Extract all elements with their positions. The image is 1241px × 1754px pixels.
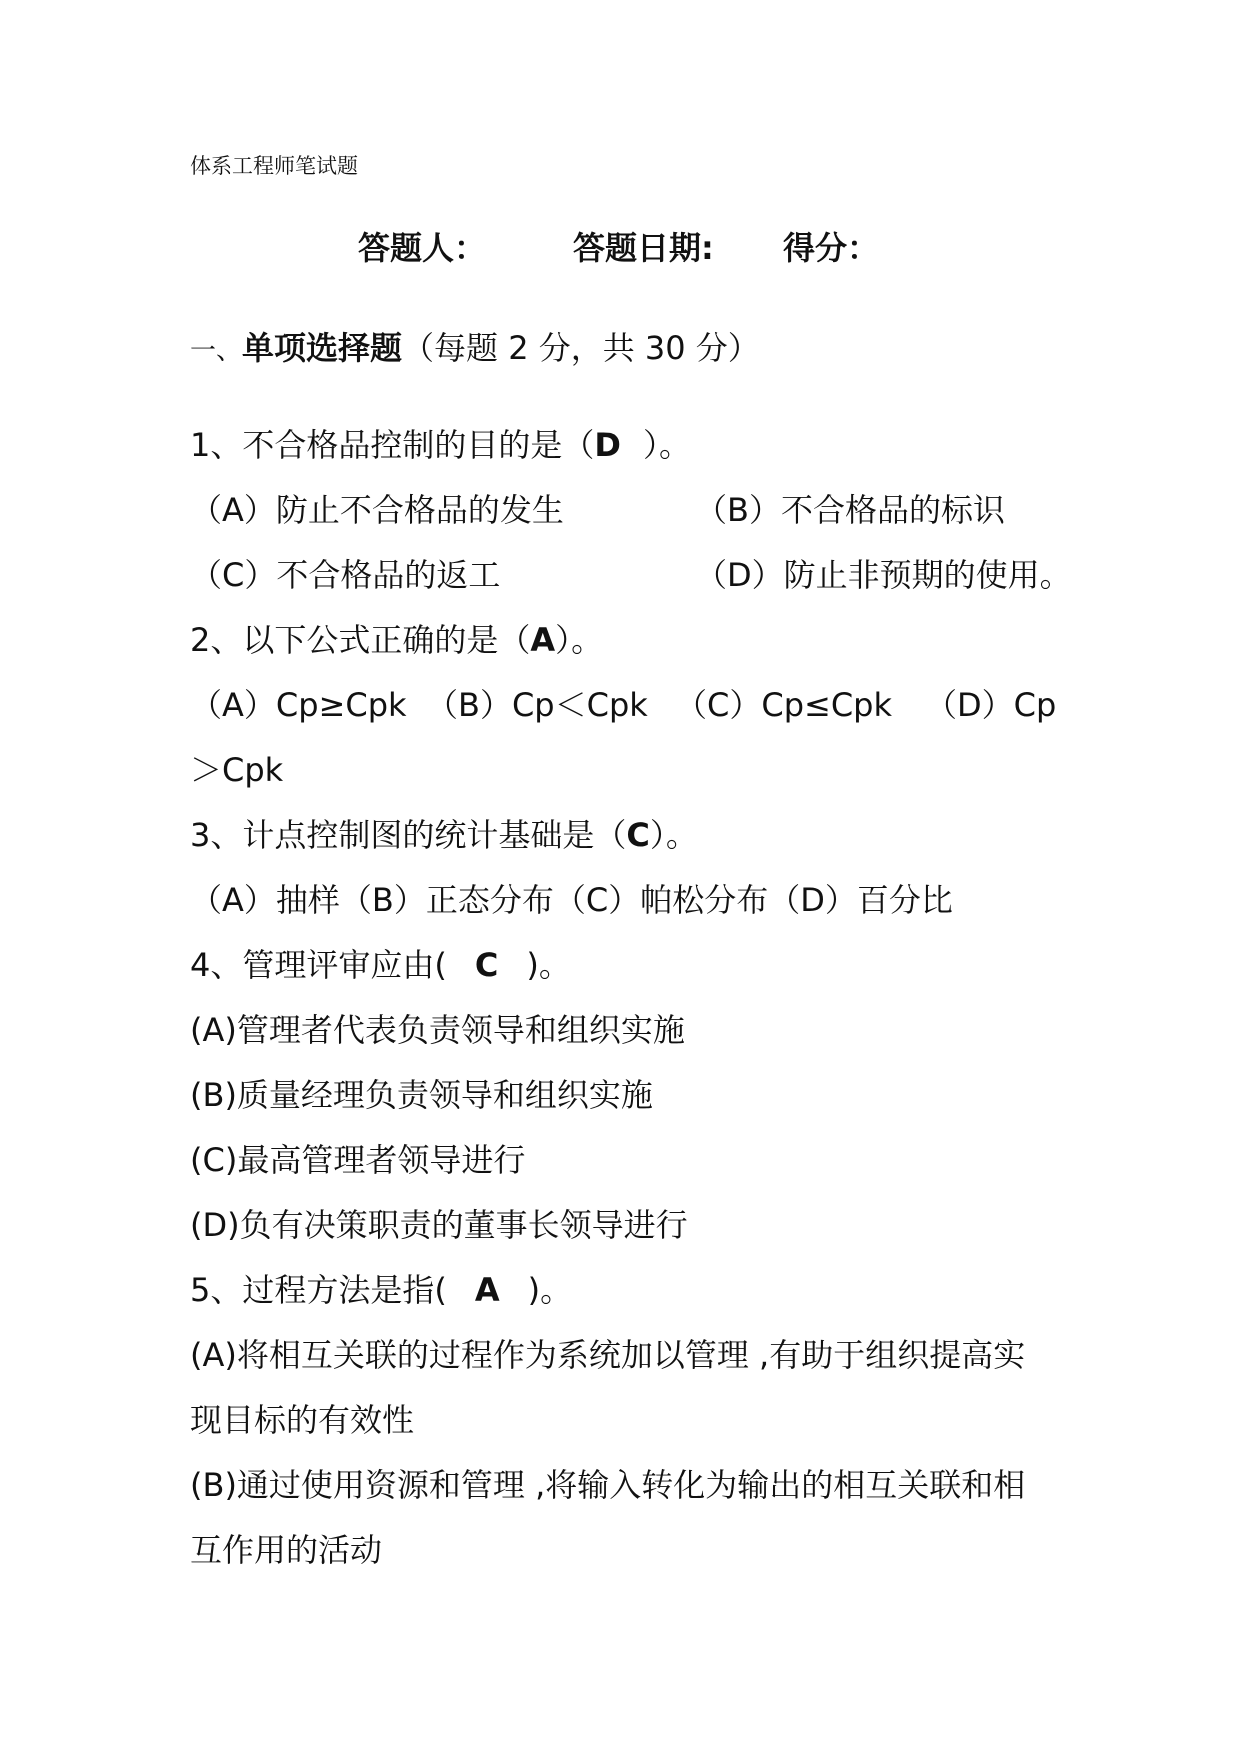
question-stem-end: ）。 [555,621,604,659]
question-answer: A [530,621,556,659]
question-3-options: （A）抽样（B）正态分布（C）帕松分布（D）百分比 [190,881,953,919]
date-label: 答题日期: [573,229,714,267]
question-stem-end: )。 [526,946,571,984]
question-answer: A [474,1271,500,1309]
question-stem-end: ）。 [649,816,698,854]
section-number: 一、 [190,336,243,366]
question-5-stem [190,1270,572,1310]
document-title: 体系工程师笔试题 [190,154,358,178]
question-2-stem [190,620,603,660]
question-stem-text: 3、计点控制图的统计基础是（ [190,816,627,854]
question-1-option-c: （C）不合格品的返工 [190,556,501,594]
question-5-option-b-continued: 互作用的活动 [190,1531,383,1569]
question-4-option-d: (D)负有决策职责的董事长领导进行 [190,1206,688,1244]
section-heading [190,328,760,371]
question-2-option-d-continued: ＞Cpk [190,751,284,789]
question-1-option-a: （A）防止不合格品的发生 [190,491,564,529]
question-4-option-a: (A)管理者代表负责领导和组织实施 [190,1011,685,1049]
question-4-option-c: (C)最高管理者领导进行 [190,1141,526,1179]
question-2-option-c: （C）Cp≤Cpk [675,686,893,724]
question-1-stem [190,425,691,465]
score-label: 得分： [783,229,880,267]
question-5-option-a: (A)将相互关联的过程作为系统加以管理 ,有助于组织提高实 [190,1336,1026,1374]
question-stem-text: 2、以下公式正确的是（ [190,621,531,659]
question-4-stem [190,945,571,985]
respondent-label: 答题人： [358,229,487,267]
question-stem-text: 4、管理评审应由( [190,946,447,984]
question-answer: C [626,816,650,854]
section-note: （每题 2 分，共 30 分） [402,329,760,367]
question-2-option-b: （B）Cp＜Cpk [426,686,648,724]
question-answer: D [594,426,621,464]
question-4-option-b: (B)质量经理负责领导和组织实施 [190,1076,653,1114]
question-stem-end: ）。 [642,426,691,464]
question-2-option-d: （D）Cp [925,686,1057,724]
question-stem-end: )。 [527,1271,573,1309]
question-answer: C [474,946,499,984]
question-5-option-a-continued: 现目标的有效性 [190,1401,415,1439]
question-3-stem [190,815,698,855]
question-stem-text: 5、过程方法是指( [190,1271,447,1309]
question-5-option-b: (B)通过使用资源和管理 ,将输入转化为输出的相互关联和相 [190,1466,1026,1504]
question-stem-text: 1、不合格品控制的目的是（ [190,426,595,464]
question-1-option-b: （B）不合格品的标识 [695,491,1005,529]
question-2-option-a: （A）Cp≥Cpk [190,686,407,724]
section-name: 单项选择题 [242,329,403,367]
question-1-option-d: （D）防止非预期的使用。 [695,556,1072,594]
